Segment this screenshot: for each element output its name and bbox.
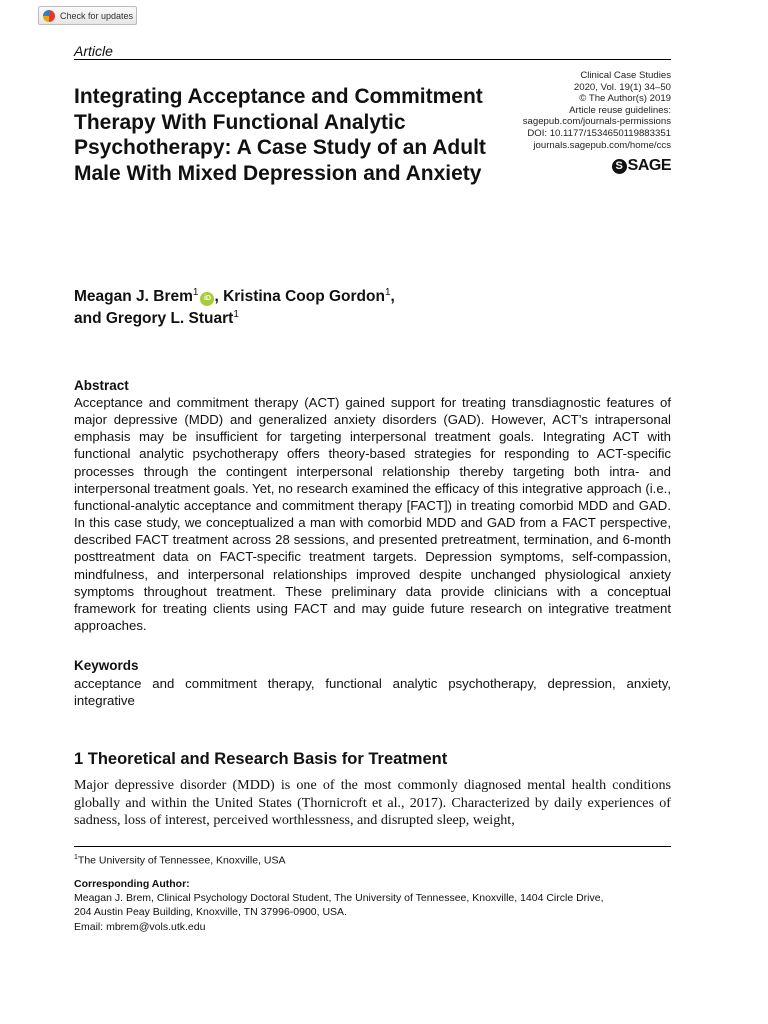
affiliation-marker: 1 xyxy=(192,286,199,298)
affiliation-text: The University of Tennessee, Knoxville, USA xyxy=(77,854,286,867)
corresponding-author xyxy=(74,877,671,934)
author-name[interactable]: Meagan J. Brem xyxy=(74,288,193,305)
publisher-name: SAGE xyxy=(627,157,671,174)
abstract-text: Acceptance and commitment therapy (ACT) gained support for treating transdiagnostic features of major depressive (MDD) and generalized anxiety disorders (GAD). However, ACT’s intrapersonal emphasis may be insufficient for targeting interpersonal treatment goals. Integrating ACT with functional analytic psychotherapy offers theory-based strategies for responding to ACT-specific processes through the contingent interpersonal relationship thereby targeting both intra- and interpersonal treatment goals. Yet, no research examined the efficacy of this integrative approach (i.e., functional-analytic acceptance and commitment therapy [FACT]) in treating comorbid MDD and GAD. In this case study, we conceptualized a man with comorbid MDD and GAD from a FACT perspective, described FACT treatment across 28 sessions, and presented pretreatment, termination, and 6-month posttreatment data on FACT-specific treatment targets. Depression symptoms, self-compassion, mindfulness, and interpersonal relationships improved despite unchanged physiological anxiety symptoms throughout treatment. These preliminary data provide clinicians with a conceptual framework for treating clients using FACT and may guide future research on integrative treatment approaches. xyxy=(74,395,671,634)
crossmark-icon xyxy=(43,10,55,22)
author-name[interactable]: and Gregory L. Stuart xyxy=(74,310,234,327)
corresponding-email[interactable]: Email: mbrem@vols.utk.edu xyxy=(74,920,206,933)
journal-home-link[interactable]: journals.sagepub.com/home/ccs xyxy=(533,139,671,151)
journal-name: Clinical Case Studies xyxy=(580,70,671,81)
affiliation-footnote xyxy=(74,854,285,867)
abstract-heading: Abstract xyxy=(74,378,129,393)
author-separator: , xyxy=(390,288,395,305)
affiliation-marker: 1 xyxy=(384,286,391,298)
section-heading: 1 Theoretical and Research Basis for Treatment xyxy=(74,750,448,768)
corresponding-label: Corresponding Author: xyxy=(74,878,190,890)
affiliation-marker: 1 xyxy=(233,308,239,320)
keywords-text: acceptance and commitment therapy, functional analytic psychotherapy, depression, anxiety, integrative xyxy=(74,676,671,709)
copyright: © The Author(s) 2019 xyxy=(579,93,671,105)
article-type-label: Article xyxy=(74,43,113,59)
corresponding-line: 204 Austin Peay Building, Knoxville, TN 37996-0900, USA. xyxy=(74,906,347,919)
sage-logo xyxy=(608,156,671,176)
author-list xyxy=(74,286,594,330)
reuse-label: Article reuse guidelines: xyxy=(569,104,671,116)
author-name[interactable]: , Kristina Coop Gordon xyxy=(214,288,385,305)
check-for-updates-button[interactable] xyxy=(38,6,137,25)
corresponding-line: Meagan J. Brem, Clinical Psychology Doctoral Student, The University of Tennessee, Knoxville, 1404 Circle Drive, xyxy=(74,892,604,905)
body-text: Major depressive disorder (MDD) is one of the most commonly diagnosed mental health conditions globally and within the United States (Thornicroft et al., 2017). Characterized by daily experiences of sadness, loss of interest, perceived worthlessness, and disrupted sleep, weight, xyxy=(74,777,671,828)
header-rule xyxy=(74,59,671,60)
orcid-icon[interactable]: iD xyxy=(200,292,214,306)
volume-info: 2020, Vol. 19(1) 34–50 xyxy=(573,81,671,93)
reuse-link[interactable]: sagepub.com/journals-permissions xyxy=(522,116,671,128)
sage-s-icon: S xyxy=(612,159,627,174)
publication-info xyxy=(480,70,671,151)
check-for-updates-label: Check for updates xyxy=(60,10,134,21)
footnote-marker: 1 xyxy=(74,854,78,861)
footnote-rule xyxy=(74,846,671,847)
paper-title: Integrating Acceptance and Commitment Therapy With Functional Analytic Psychotherapy: A Case Study of an Adult Male With Mixed Depression and Anxiety xyxy=(74,85,486,185)
keywords-heading: Keywords xyxy=(74,658,139,673)
doi[interactable]: DOI: 10.1177/1534650119883351 xyxy=(527,127,671,139)
